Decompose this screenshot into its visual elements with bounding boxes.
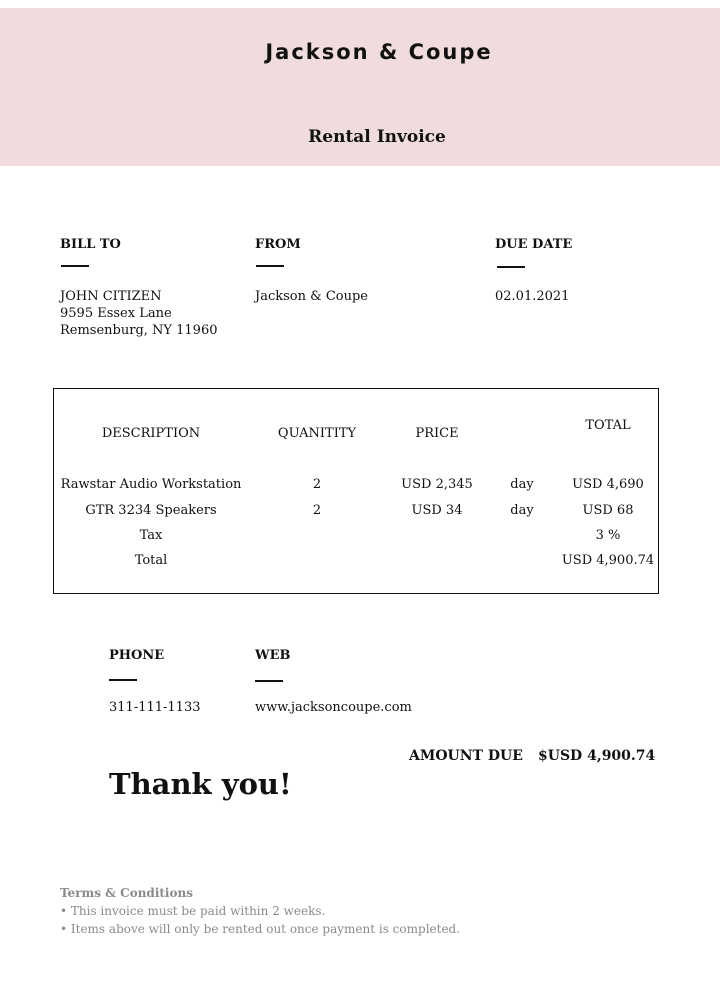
- bill-to-label: BILL TO: [60, 237, 121, 252]
- due-date-label: DUE DATE: [495, 237, 573, 252]
- tax-label: Tax: [139, 528, 163, 543]
- web-value: www.jacksoncoupe.com: [255, 700, 412, 715]
- due-date-rule: [497, 266, 525, 268]
- row-1-quantity: 2: [312, 477, 322, 492]
- row-2-description: GTR 3234 Speakers: [85, 503, 217, 518]
- row-2-quantity: 2: [312, 503, 322, 518]
- row-2-unit: day: [510, 503, 534, 518]
- phone-label: PHONE: [109, 648, 165, 663]
- terms-line: • Items above will only be rented out once payment is completed.: [60, 922, 461, 936]
- row-1-total: USD 4,690: [572, 477, 644, 492]
- bill-to-city: Remsenburg, NY 11960: [60, 323, 218, 338]
- col-header-total: TOTAL: [585, 418, 631, 433]
- total-label: Total: [134, 553, 168, 568]
- col-header-quantity: QUANITITY: [277, 426, 357, 441]
- from-rule: [256, 265, 284, 267]
- bill-to-rule: [61, 265, 89, 267]
- amount-due-label: AMOUNT DUE: [409, 748, 523, 764]
- bill-to-street: 9595 Essex Lane: [60, 306, 172, 321]
- row-1-price: USD 2,345: [401, 477, 473, 492]
- row-1-description: Rawstar Audio Workstation: [60, 477, 242, 492]
- bill-to-name: JOHN CITIZEN: [60, 289, 162, 304]
- row-2-price: USD 34: [411, 503, 463, 518]
- company-name: Jackson & Coupe: [265, 40, 493, 64]
- tax-value: 3 %: [595, 528, 621, 543]
- phone-rule: [109, 679, 137, 681]
- invoice-title: Rental Invoice: [308, 127, 446, 147]
- terms-line: • This invoice must be paid within 2 weeks.: [60, 904, 326, 918]
- amount-due-value: $USD 4,900.74: [538, 748, 656, 764]
- thank-you-message: Thank you!: [109, 767, 292, 801]
- col-header-price: PRICE: [415, 426, 459, 441]
- col-header-description: DESCRIPTION: [101, 426, 201, 441]
- due-date-value: 02.01.2021: [495, 289, 570, 304]
- terms-title: Terms & Conditions: [60, 886, 193, 900]
- from-label: FROM: [255, 237, 301, 252]
- from-name: Jackson & Coupe: [255, 289, 368, 304]
- row-1-unit: day: [510, 477, 534, 492]
- row-2-total: USD 68: [582, 503, 634, 518]
- web-label: WEB: [255, 648, 291, 663]
- total-value: USD 4,900.74: [561, 553, 655, 568]
- web-rule: [255, 680, 283, 682]
- top-strip: [0, 0, 720, 8]
- phone-value: 311-111-1133: [109, 700, 201, 715]
